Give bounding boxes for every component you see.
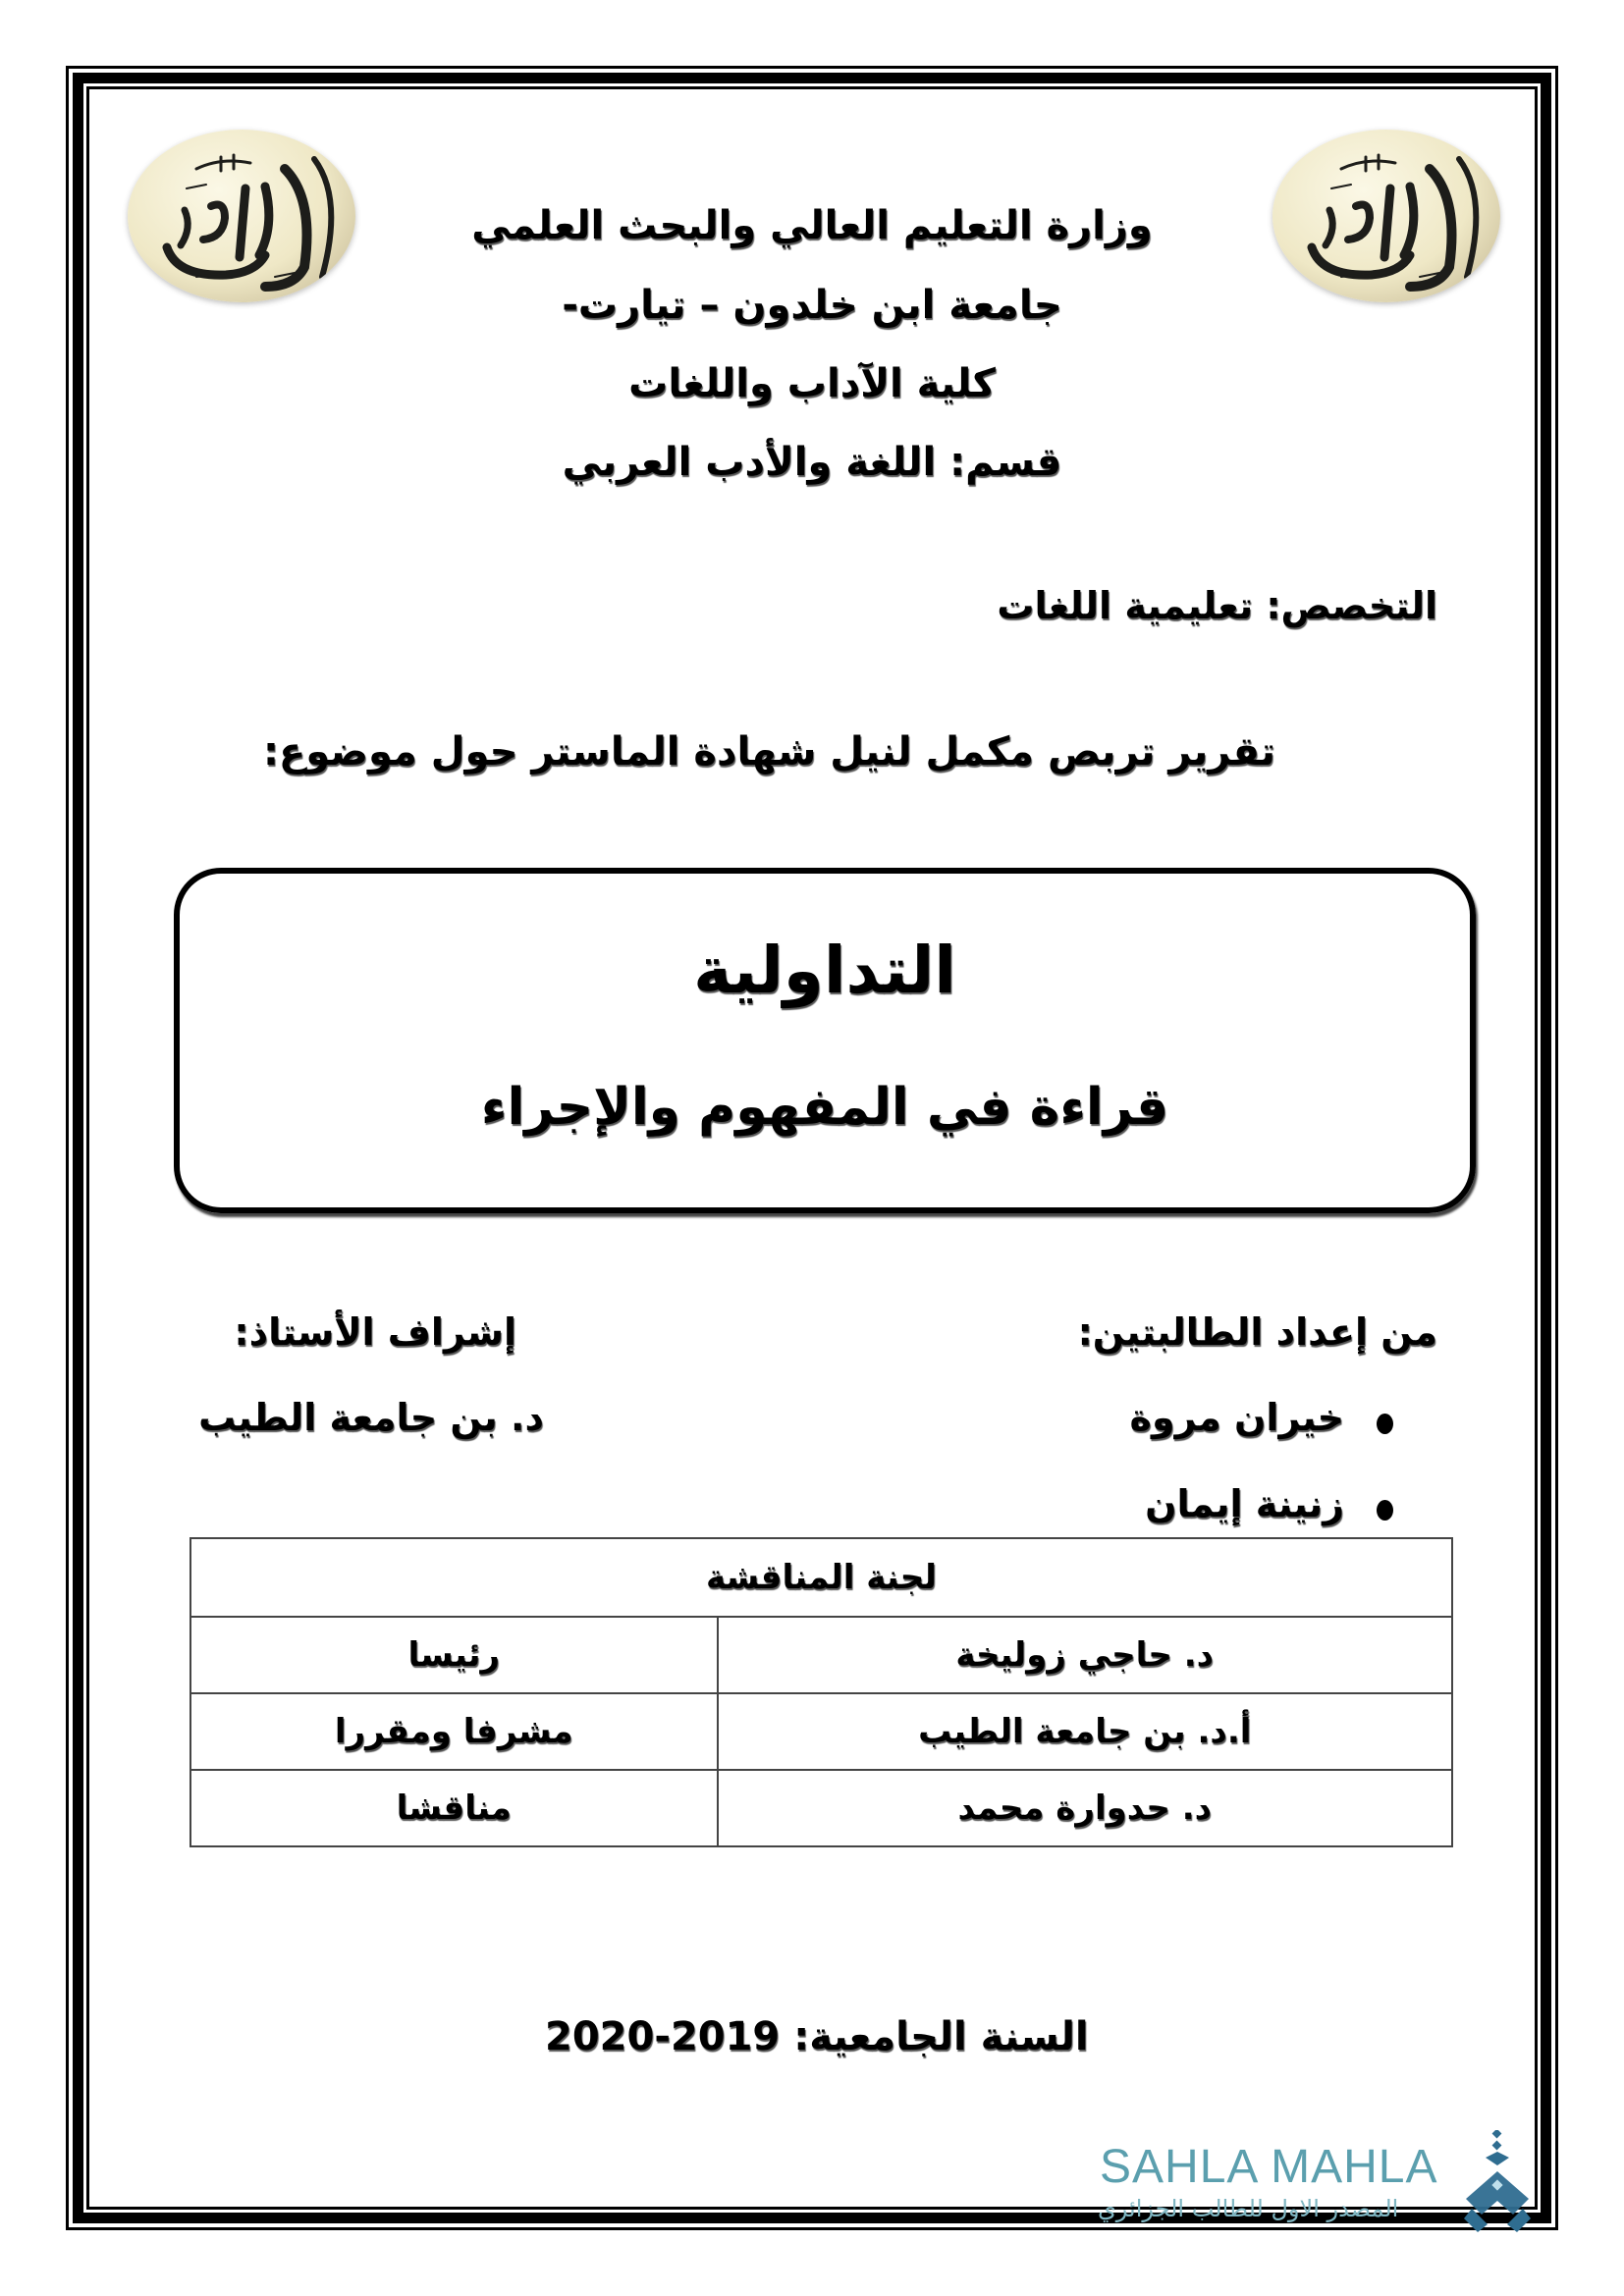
table-row bbox=[190, 1693, 1452, 1770]
report-intro-line: تقرير تربص مكمل لنيل شهادة الماستر حول موضوع: bbox=[262, 729, 1275, 774]
ministry-name: وزارة التعليم العالي والبحث العلمي bbox=[471, 203, 1153, 248]
academic-year: السنة الجامعية: 2019-2020 bbox=[545, 2014, 1089, 2059]
supervisor-name: د. بن جامعة الطيب bbox=[198, 1396, 544, 1439]
table-row bbox=[190, 1770, 1452, 1846]
member-role: رئيسا bbox=[190, 1617, 718, 1693]
watermark-tagline: المصدر الاول للطالب الجزائري bbox=[1098, 2195, 1399, 2222]
member-name: أ.د. بن جامعة الطيب bbox=[718, 1693, 1452, 1770]
university-name: جامعة ابن خلدون – تيارت- bbox=[562, 283, 1062, 328]
specialty-line: التخصص: تعليمية اللغات bbox=[997, 584, 1437, 627]
bullet-icon bbox=[1377, 1414, 1393, 1434]
member-name: د. حاجي زوليخة bbox=[718, 1617, 1452, 1693]
supervisor-label: إشراف الأستاذ: bbox=[234, 1310, 516, 1354]
table-row bbox=[190, 1617, 1452, 1693]
bullet-icon bbox=[1377, 1500, 1393, 1521]
member-name: د. حدوارة محمد bbox=[718, 1770, 1452, 1846]
watermark-brand: SAHLA MAHLA bbox=[1100, 2141, 1438, 2193]
sahla-mahla-watermark bbox=[1090, 2130, 1551, 2238]
student-name: زنينة إيمان bbox=[1145, 1482, 1344, 1525]
thesis-subtitle: قراءة في المفهوم والإجراء bbox=[480, 1078, 1169, 1137]
committee-title: لجنة المناقشة bbox=[190, 1538, 1452, 1617]
department-name: قسم: اللغة والأدب العربي bbox=[562, 440, 1062, 485]
faculty-name: كلية الآداب واللغات bbox=[628, 361, 996, 406]
member-role: مناقشا bbox=[190, 1770, 718, 1846]
thesis-title: التداولية bbox=[693, 933, 956, 1008]
table-header-row bbox=[190, 1538, 1452, 1617]
member-role: مشرفا ومقررا bbox=[190, 1693, 718, 1770]
student-name: خيران مروة bbox=[1129, 1396, 1344, 1439]
title-box bbox=[174, 868, 1476, 1213]
committee-table bbox=[189, 1537, 1453, 1847]
sahla-mahla-emblem-icon bbox=[1458, 2130, 1537, 2238]
students-label: من إعداد الطالبتين: bbox=[1077, 1310, 1437, 1354]
